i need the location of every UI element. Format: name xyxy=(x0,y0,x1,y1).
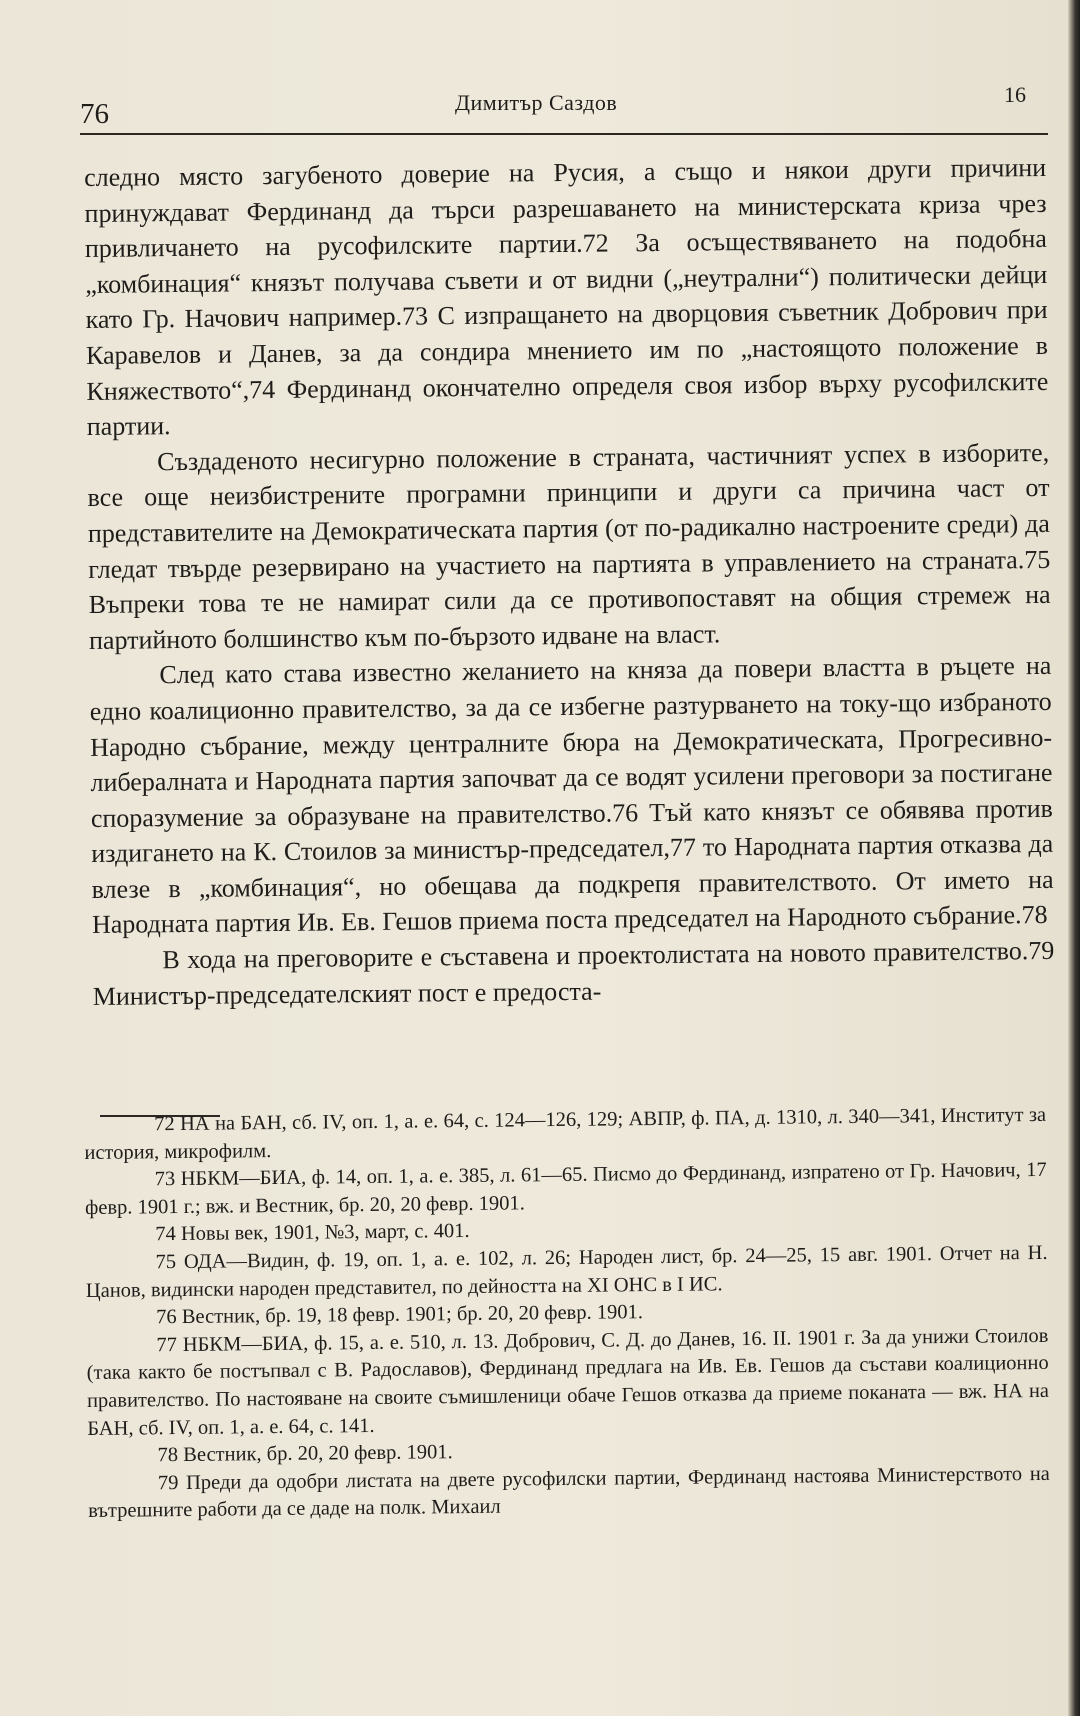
page-number-right: 16 xyxy=(1004,82,1026,107)
paragraph: След като става известно желанието на княза да повери властта в ръцете на едно коалиционно правителство, за да се избегне разтурването на току-що избраното Народно събрание, между централните бюра на Демократическата, Прогресивно-либералната и Народната партия започват да се водят усилени преговори за постигане споразумение за образуване на правителство.76 Тъй като князът се обявява против издигането на К. Стоилов за министър-председател,77 то Народната партия отказва да влезе в „комбинация“, но обещава да подкрепя правителството. От името на Народната партия Ив. Ев. Гешов приема поста председател на Народното събрание.78 xyxy=(89,651,1054,940)
running-header-author: Димитър Саздов xyxy=(455,90,618,115)
footnote: 76 Вестник, бр. 19, 18 февр. 1901; бр. 20, 20 февр. 1901. xyxy=(156,1301,644,1329)
page-edge-shadow xyxy=(1068,0,1080,1716)
main-text xyxy=(84,150,1055,1014)
paragraph: следно място загубеното доверие на Русия, а също и някои други причини принуждават Фердинанд да търси разрешаването на министерската криза чрез привличането на русофилските партии.72 За осъществяването на подобна „комбинация“ князът получава съвети и от видни („неутрални“) политически дейци като Гр. Начович например.73 С изпращането на дворцовия съветник Добрович при Каравелов и Данев, за да сондира мнението им по „настоящото положение в Княжеството“,74 Фердинанд окончателно определя своя избор върху русофилските партии. xyxy=(84,152,1049,442)
footnote: 78 Вестник, бр. 20, 20 февр. 1901. xyxy=(157,1441,453,1467)
page-number-left: 76 xyxy=(80,98,109,130)
footnote: 77 НБКМ—БИА, ф. 15, а. е. 510, л. 13. Добрович, С. Д. до Данев, 16. II. 1901 г. За да унижи Стоилов (така както бе постъпвал с В. Радославов), Фердинанд предлага на Ив. Ев. Гешов да състави коалиционно правителство. По настояване на своите съмишленици обаче Гешов отказва да приеме поканата — вж. НА на БАН, сб. IV, оп. 1, а. е. 64, с. 141. xyxy=(86,1324,1050,1440)
header-rule xyxy=(80,133,1048,135)
footnotes xyxy=(84,1102,1050,1526)
paragraph: В хода на преговорите е съставена и проектолистата на новото правителство.79 Министър-председателският пост е предоста- xyxy=(92,935,1055,1011)
footnote: 79 Преди да одобри листата на двете русофилски партии, Фердинанд настоява Министерството на вътрешните работи да се даде на полк. Михаил xyxy=(88,1462,1050,1523)
footnote: 73 НБКМ—БИА, ф. 14, оп. 1, а. е. 385, л. 61—65. Писмо до Фердинанд, изпратено от Гр. Начович, 17 февр. 1901 г.; вж. и Вестник, бр. 20, 20 февр. 1901. xyxy=(84,1159,1047,1219)
paragraph: Създаденото несигурно положение в страната, частичният успех в изборите, все още неизбистрените програмни принципи и други са причина част от представителите на Демократическата партия (от по-радикално настроените среди) да гледат твърде резервирано на участието на партията в управлението на страната.75 Въпреки това те не намират сили да се противопоставят на общия стремеж на партийното болшинство към по-бързото идване на власт. xyxy=(87,437,1051,655)
footnote: 72 НА на БАН, сб. IV, оп. 1, а. е. 64, с. 124—126, 129; АВПР, ф. ПА, д. 1310, л. 340—341, Институт за история, микрофилм. xyxy=(84,1103,1047,1164)
footnote: 75 ОДА—Видин, ф. 19, оп. 1, а. е. 102, л. 26; Народен лист, бр. 24—25, 15 авг. 1901. Отчет на Н. Цанов, видински народен представител, по дейността на XI ОНС в I ИС. xyxy=(85,1241,1048,1302)
footnote: 74 Новы век, 1901, №3, март, с. 401. xyxy=(155,1220,470,1246)
